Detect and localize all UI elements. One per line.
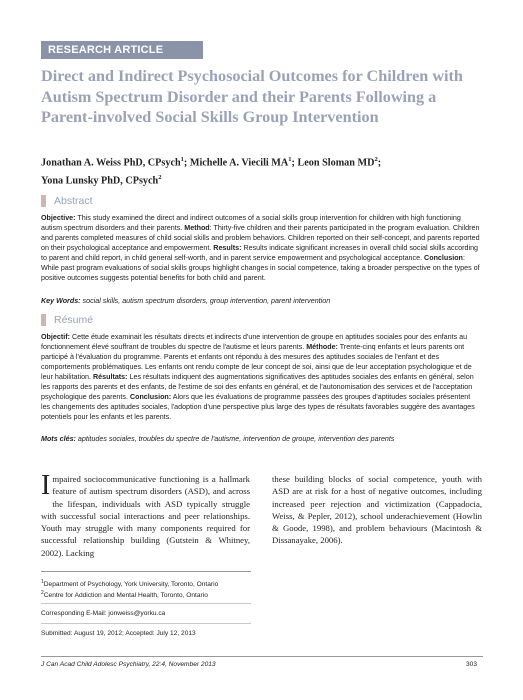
title-line: Parent-involved Social Skills Group Intervention xyxy=(41,108,379,126)
label-conclusion-fr: Conclusion: xyxy=(129,392,172,401)
affiliation-mark: 1 xyxy=(180,156,184,163)
section-title: Abstract xyxy=(54,195,93,207)
body-text: mpaired sociocommunicative functioning is a hallmark feature of autism spectrum disorders (ASD), and across the lifespan, individuals with ASD typically struggle with successful social interactions and peer relationships. Youth may struggle with many components required for successful relationship building (Gutstein & Whitney, 2002). Lacking xyxy=(41,474,250,558)
section-marker xyxy=(41,195,46,207)
motscles xyxy=(41,434,481,444)
label-conclusion: Conclusion xyxy=(424,253,463,262)
drop-cap: I xyxy=(41,470,51,501)
keywords xyxy=(41,296,481,306)
author-name: Yona Lunsky PhD, CPsych xyxy=(41,175,159,187)
article-title xyxy=(41,66,501,128)
motscles-text: aptitudes sociales, troubles du spectre de l'autisme, intervention de groupe, intervention des parents xyxy=(75,435,395,443)
author-list xyxy=(41,153,501,189)
label-objectif: Objectif: xyxy=(41,333,70,341)
resultats-text: Les résultats indiquent des augmentations significatives des aptitudes sociales des enfants en général, selon les rapports des parents et des enfants, de l'estime de soi des enfants en général, et de l'autonomisation des services et de l'acceptation psychologique des parents. xyxy=(41,372,474,401)
author-name: Jonathan A. Weiss PhD, CPsych xyxy=(41,157,181,169)
conclusion-fr-text: Alors que les évaluations de programme passées des groupes d'aptitudes sociales présentent les changements des aptitudes sociales, l'adoption d'une perspective plus large des types de résultats favorables suggère des avantages potentiels pour les enfants et les parents. xyxy=(41,392,475,421)
label-objective: Objective: xyxy=(41,214,76,222)
author-name: ; Leon Sloman MD xyxy=(291,157,375,169)
section-title: Résumé xyxy=(54,314,94,326)
affiliation-mark: 2 xyxy=(158,173,162,181)
corresponding-email: Corresponding E-Mail: jonweiss@yorku.ca xyxy=(41,610,166,617)
affiliation-text: Department of Psychology, York University, Toronto, Ontario xyxy=(43,581,219,589)
keywords-text: social skills, autism spectrum disorders, group intervention, parent intervention xyxy=(80,297,331,305)
section-marker xyxy=(41,314,46,326)
label-resultats: Résultats: xyxy=(93,372,128,381)
footnote-divider xyxy=(41,603,251,604)
method-text: : Thirty-five children and their parents participated in the program evaluation. Children and parents completed measures of child social skills and problem behaviors. Children reported on their self-concept, and parents reported on their psychological acceptance and empowerment. xyxy=(41,223,480,252)
objective-text: This study examined the direct and indirect outcomes of a social skills group intervention for children with high functioning autism spectrum disorders and their parents. xyxy=(41,214,461,232)
title-line: Autism Spectrum Disorder and their Parents Following a xyxy=(41,87,437,106)
affiliation-text: Centre for Addiction and Mental Health, Toronto, Ontario xyxy=(43,592,208,600)
body-column-right xyxy=(272,473,482,547)
footnote-rule xyxy=(41,571,251,572)
objectif-text: Cette étude examinait les résultats directs et indirects d'une intervention de groupe en aptitudes sociales pour des enfants au fonctionnement élevé souffrant de troubles du spectre de l'autisme et leurs parents. xyxy=(41,333,468,351)
results-text: Results indicate significant increases in overall child social skills according to parent and child report, in child general self-worth, and in parent service empowerment and psychological acceptance. xyxy=(41,243,479,262)
abstract-text xyxy=(41,214,481,284)
motscles-label: Mots clés: xyxy=(41,435,76,443)
affiliation-mark: 2 xyxy=(41,590,44,596)
resume-heading xyxy=(41,313,481,327)
footer-rule xyxy=(41,656,483,657)
affiliation-2 xyxy=(41,589,208,600)
label-results: Results: xyxy=(213,243,242,252)
article-type-banner: RESEARCH ARTICLE xyxy=(41,41,203,59)
keywords-label: Key Words: xyxy=(41,297,81,305)
label-methode: Méthode: xyxy=(306,342,338,351)
conclusion-text: : While past program evaluations of social skills groups highlight changes in social competence, taking a broader perspective on the types of positive outcomes suggests potential benefits for both child and parent. xyxy=(41,253,480,282)
journal-citation: J Can Acad Child Adolesc Psychiatry, 22:4, November 2013 xyxy=(41,661,216,668)
affiliation-mark: 1 xyxy=(41,579,44,585)
author-separator: ; xyxy=(377,157,382,169)
body-text: these building blocks of social competence, youth with ASD are at risk for a host of negative outcomes, including increased peer rejection and victimization (Cappadocia, Weiss, & Pepler, 2012), school underachievement (Howlin & Goode, 1998), and problem behaviours (Macintosh & Dissanayake, 2006). xyxy=(272,474,482,546)
title-line: Direct and Indirect Psychosocial Outcomes for Children with xyxy=(41,67,463,85)
page-number: 303 xyxy=(466,661,478,668)
footnote-divider xyxy=(41,623,251,624)
body-column-left xyxy=(41,470,250,559)
methode-text: Trente-cinq enfants et leurs parents ont participé à l'évaluation du programme. Parents et enfants ont répondu à des mesures des aptitudes sociales de l'enfant et des comportements problématiques. Les enfants ont rendu compte de leur concept de soi, ainsi que de leur acceptation psychologique et de leur habilitation. xyxy=(41,342,472,381)
affiliation-mark: 1 xyxy=(288,156,292,163)
author-name: ; Michelle A. Viecili MA xyxy=(183,157,289,169)
abstract-heading xyxy=(41,194,481,208)
resume-text xyxy=(41,333,481,423)
affiliation-mark: 2 xyxy=(374,156,378,163)
submission-dates: Submitted: August 19, 2012; Accepted: July 12, 2013 xyxy=(41,630,196,637)
affiliation-1 xyxy=(41,578,218,589)
label-method: Method xyxy=(184,223,210,232)
